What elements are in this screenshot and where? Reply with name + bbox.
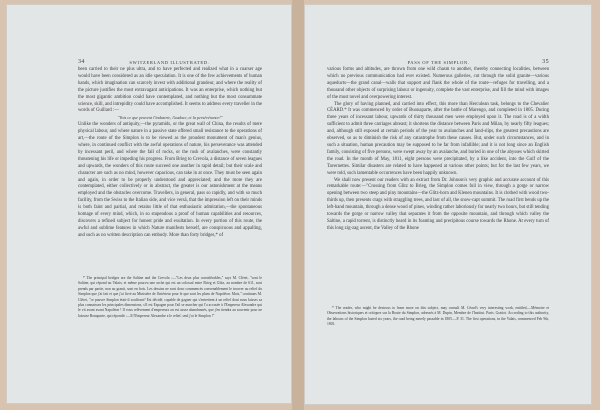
page-number: 35 <box>542 59 549 65</box>
footnote-text: * The reader, who might be desirous to learn more on this subject, may consult M. Céard's very interesting work, entitled,—Mémoire et Observations historiques et critiques sur la Route du Simplon, adressés à M. Dupin, Membre de l'Institut. Paris. Gratiot. According to this authority, the labours of the Simplon lasted six years, the road being merely passable in 1805.—P. 31. The first operations, in the Valais, commenced Feb 9th, 1801. <box>327 306 549 327</box>
left-page-footnote <box>78 276 262 319</box>
paragraph: Unlike the wonders of antiquity,—the pyramids, or the great wall of China, the results of mere physical labour, and where nature in a passive state offered small resistance to the operations of art,—the route of the Simplon is to be viewed as the proudest monument of man's genius, where, in continued conflict with the awful operations of nature, his perseverance was attended by incessant peril, and where the fall of rocks, or the rush of avalanches, were constantly threatening his life or impeding his progress. From Brieg to Crevola, a distance of seven leagues and upwards, the wonders of this route succeed one another in rapid detail; but their scale and character are such as no mind, however capacious, can take in at once. They must be seen again and again, in order to be properly understood and appreciated; and the more they are contemplated, either collectively or in abstract, the greater is our astonishment at the means employed and the obstacles overcome. Travellers, in general, pass so rapidly, and with so much facility, from the Swiss to the Italian side, and vice versâ, that the impression left on their minds is both faint and partial, and retains little of that enthusiastic admiration,—the spontaneous homage of every mind, which, in so stupendous a proof of human capabilities and resources, discovers a refined subject for honest pride and exultation. In every portion of this route, the awful and sublime features in which Nature manifests herself, are conspicuous and appalling, and such as no written description can embody. More than forty bridges,* of <box>78 122 262 238</box>
running-title: PASS OF THE SIMPLON. <box>407 59 470 65</box>
right-page-body <box>327 67 549 233</box>
right-page-footnote <box>327 306 549 328</box>
book-gutter <box>292 0 304 410</box>
paragraph: We shall now present our readers with an extract from Dr. Johnson's very graphic and accurate account of this remarkable route:—"Crossing from Glitz to Brieg, the Simplon comes full in view, through a gorge or narrow opening between two steep and piny mountains—the Glitz-horn and Klenen mountains. It is clothed with wood two-thirds up, then presents crags with straggling trees, and last of all, the snow-capt summit. The road first bends up the left-hand mountain, through a dense wood of pines, winding rather laboriously for nearly two hours, but still tending towards the gorge or narrow valley that separates it from the opposite mountain, and through which valley the Saltine, a rapid torrent, is distinctly heard in its foaming and precipitous course towards the Rhone. At every turn of this long zig-zag ascent, the Valley of the Rhone <box>327 177 549 231</box>
left-page <box>6 4 292 404</box>
footnote-text: * The principal bridges are the Saltine and the Crevola :—"Les deux plus considérables," says M. Cléret, "sont le Saltine, qui répond au Valais; et même pourvu une arche qui est un colossal entre Brieg et Glitz, au nombre de 611, sont prends par partie, non au granit, sont en bois. Les dessins ne sont donc commencés convenablement le trouver au relief du Simplon que j'ai fait et que j'ai livré au Ministère de l'intérieur pour le que sont les plans de Napoléon. Mais," continues M. Cléret, "ce pauvre Simplon était-il souffrant? Est décidé, capable de gagner qui s'entretient à un relief dont nous laisses sa plus connaissez les principales dimensions, s'il est Espagne pour l'ail se marcher qui l'a accusée à l'Empereur Alexandre qui le vit avant avant Napoléon ! Il vous relèvement d'empereurs on est assez abandonnés, que j'en tiendra au souvenir pour ne laissiez Bonaparte, qui répondit :—Il l'Empereur Alexandre a le relief, seul j'ai le Simplon !" <box>78 276 262 318</box>
right-page <box>304 4 592 405</box>
left-page-body <box>78 67 262 240</box>
running-title: SWITZERLAND ILLUSTRATED. <box>129 59 210 65</box>
page-number: 34 <box>78 59 85 65</box>
block-quote: "Vois ce que peuvent l'industrie, l'audace, et la persévérance!" <box>117 115 223 121</box>
paragraph: various forms and altitudes, are thrown from one wild chasm to another, thereby connecting localities, between which no previous communication had ever existed. Numerous galleries, cut through the solid granite—various aqueducts—the grand canal—walls that support and flank the whole of the route—refuges for travelling, and a thousand other objects of surprising labour or ingenuity, complete the vast enterprise, and fill the mind with images of the most novel and overpowering interest. <box>327 67 549 100</box>
paragraph: been carried to their ne plus ultra, and to have perfected and realized what in a coarser age would have been considered as an idle speculation. It is one of the few achievements of human hands, which imagination can scarcely invest with additional grandeur, and where the reality of the picture justifies the most extravagant anticipations. It was an enterprise, which nothing but the most gigantic ambition could have contemplated, and nothing but the most consummate science, skill, and intrepidity could have accomplished. It seems to address every traveller in the words of Guillard :— <box>78 67 262 114</box>
right-page-header <box>327 59 549 65</box>
paragraph: The glory of having planned, and carried into effect, this more than Herculean task, belongs to the Chevalier CÉARD.* It was commenced by order of Buonaparte, after the battle of Marengo, and completed in 1805. During three years of incessant labour, upwards of thirty thousand men were employed upon it. The road is of a width sufficient to admit three carriages abreast; it shortens the distance between Paris and Milan, by nearly fifty leagues; and, although still exposed at certain periods of the year to avalanches and land-slips, the greatest precautions are observed, so as to diminish the risk of any catastrophe from these causes. But, under such circumstances, and in such a situation, human precaution may be supposed to be far from infallible; and it is not long since an English family, consisting of five persons, were swept away by an avalanche, and buried in one of the abysses which skirted the road. In the month of May, 1811, eight persons were precipitated, by a like accident, into the Gulf of the Tavernettes. Similar disasters are related to have happened at various other points; but for the last few years, we were told, such lamentable occurrences have been happily unknown. <box>327 101 549 176</box>
left-page-header <box>78 59 262 65</box>
